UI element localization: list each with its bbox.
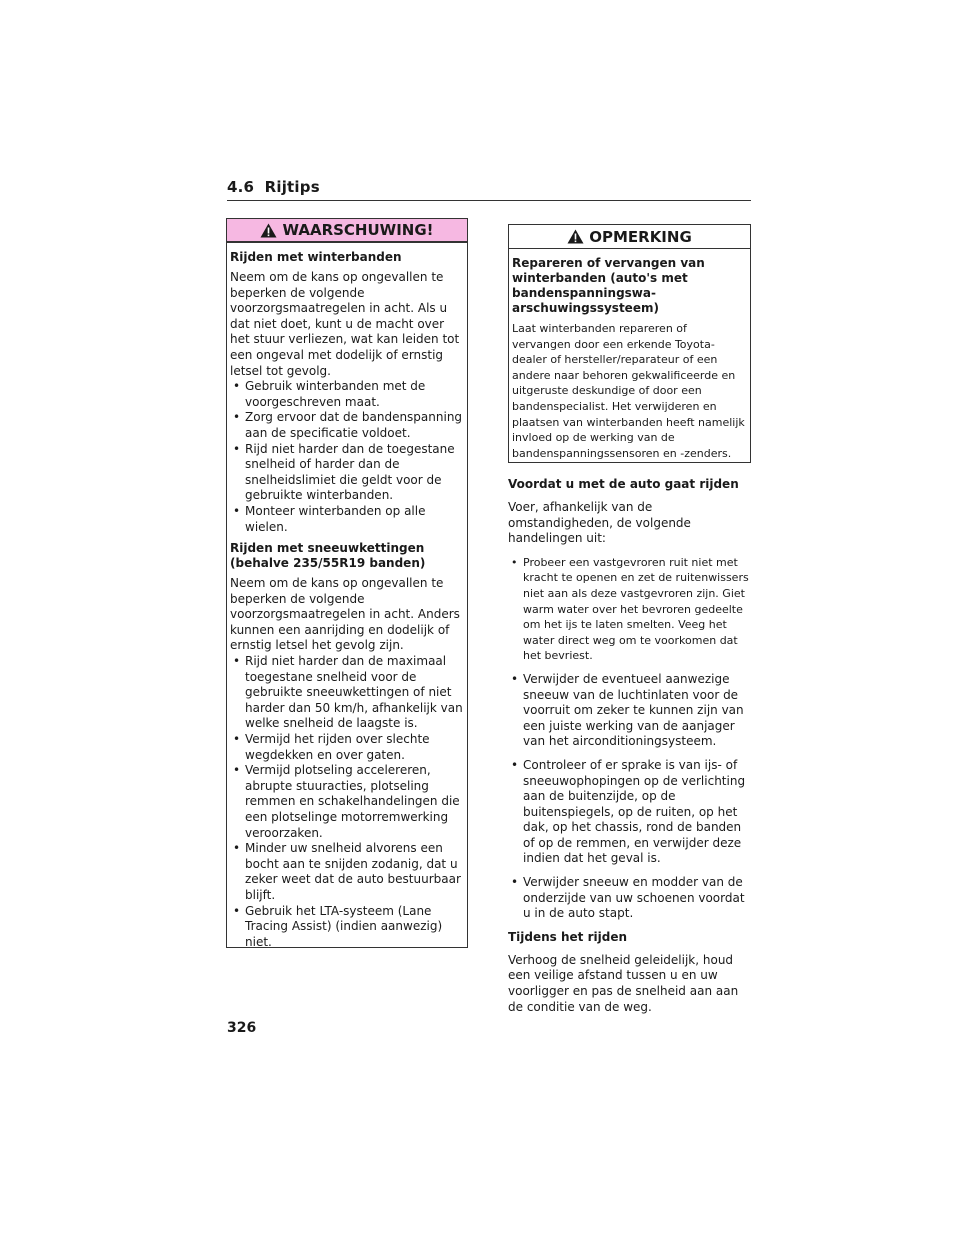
section-title: Rijtips — [264, 178, 320, 196]
snow-chains-text: Neem om de kans op ongevallen te beperken de volgende voorzorgsmaatregelen in acht. Anders kunnen een aanrijding en dodelijk of ernstig letsel het gevolg zijn. — [230, 576, 460, 653]
page-number: 326 — [227, 1020, 257, 1036]
winter-tires-heading: Rijden met winterbanden — [230, 250, 402, 264]
list-item: • Minder uw snelheid alvorens een bocht aan te snijden zodanig, dat u zeker weet dat de auto bestuurbaar blijft. — [230, 841, 463, 903]
before-driving-intro: Voer, afhankelijk van de omstandigheden, de volgende handelingen uit: — [508, 500, 691, 546]
list-item: • Rijd niet harder dan de maximaal toegestane snelheid voor de gebruikte sneeuwkettingen of niet harder dan 50 km/h, afhankelijk van welke snelheid de laagste is. — [230, 654, 463, 732]
list-item: • Verwijder sneeuw en modder van de onderzijde van uw schoenen voordat u in de auto stapt. — [508, 875, 753, 922]
snow-chains-heading: Rijden met sneeuwkettingen (behalve 235/55R19 banden) — [230, 541, 426, 571]
warning-title: WAARSCHUWING! — [282, 221, 434, 239]
while-driving-heading: Tijdens het rijden — [508, 929, 628, 944]
list-item: • Gebruik winterbanden met de voorgeschreven maat. — [230, 379, 463, 410]
before-driving-heading: Voordat u met de auto gaat rijden — [508, 477, 739, 491]
list-item: • Rijd niet harder dan de toegestane snelheid of harder dan de snelheidslimiet die geldt voor de gebruikte winterbanden. — [230, 442, 463, 504]
warning-header — [226, 218, 468, 243]
notice-title: OPMERKING — [589, 227, 692, 246]
winter-tires-text: Neem om de kans op ongevallen te beperken de volgende voorzorgsmaatregelen in acht. Als u dat niet doet, kunt u de macht over het stuur verliezen, wat kan leiden tot een ongeval met dodelijk of ernstig letsel tot gevolg. — [230, 270, 460, 378]
list-item: • Probeer een vastgevroren ruit niet met kracht te openen en zet de ruitenwissers niet aan als deze vastgevroren zijn. Giet warm water over het bevroren gedeelte om het ijs te laten smelten. Veeg het water direct weg om te voorkomen dat het bevriest. — [508, 555, 753, 664]
list-item: • Zorg ervoor dat de bandenspanning aan de specificatie voldoet. — [230, 410, 463, 441]
list-item: • Vermijd het rijden over slechte wegdekken en over gaten. — [230, 732, 463, 763]
while-driving-text: Verhoog de snelheid geleidelijk, houd een veilige afstand tussen u en uw voorligger en pas de snelheid aan aan de conditie van de weg. — [508, 952, 739, 1014]
winter-tires-list — [230, 379, 463, 535]
notice-text: Laat winterbanden repareren of vervangen door een erkende Toyota-dealer of hersteller/reparateur of een andere naar behoren gekwalificeerde en uitgeruste deskundige of door een bandenspecialist. Het verwijderen en plaatsen van winterbanden heeft namelijk invloed op de werking van de bandenspanningssensoren en -zenders. — [512, 322, 745, 460]
right-column — [508, 477, 753, 1023]
warning-triangle-icon — [260, 223, 277, 238]
warning-box — [226, 218, 468, 948]
list-item: • Vermijd plotseling accelereren, abrupte stuuracties, plotseling remmen en schakelhandelingen die een plotselinge motorremwerking veroorzaken. — [230, 763, 463, 841]
notice-header — [509, 225, 750, 249]
section-number: 4.6 — [227, 178, 255, 196]
list-item: • Verwijder de eventueel aanwezige sneeuw van de luchtinlaten voor de voorruit om zeker te kunnen zijn van een juiste werking van de aanjager van het airconditioningsysteem. — [508, 672, 753, 750]
list-item: • Monteer winterbanden op alle wielen. — [230, 504, 463, 535]
list-item: • Controleer of er sprake is van ijs- of sneeuwophopingen op de verlichting aan de buitenzijde, op de buitenspiegels, op de ruiten, op het dak, op het chassis, rond de banden of op de remmen, en verwijder deze indien dat het geval is. — [508, 758, 753, 867]
section-header — [227, 178, 751, 201]
notice-heading: Repareren of vervangen van winterbanden (auto's met bandenspanningswa-arschuwingssysteem) — [512, 256, 705, 315]
notice-triangle-icon — [567, 229, 584, 244]
snow-chains-list — [230, 654, 463, 950]
notice-box — [508, 224, 751, 463]
before-driving-list — [508, 555, 753, 922]
list-item: • Gebruik het LTA-systeem (Lane Tracing Assist) (indien aanwezig) niet. — [230, 904, 463, 951]
